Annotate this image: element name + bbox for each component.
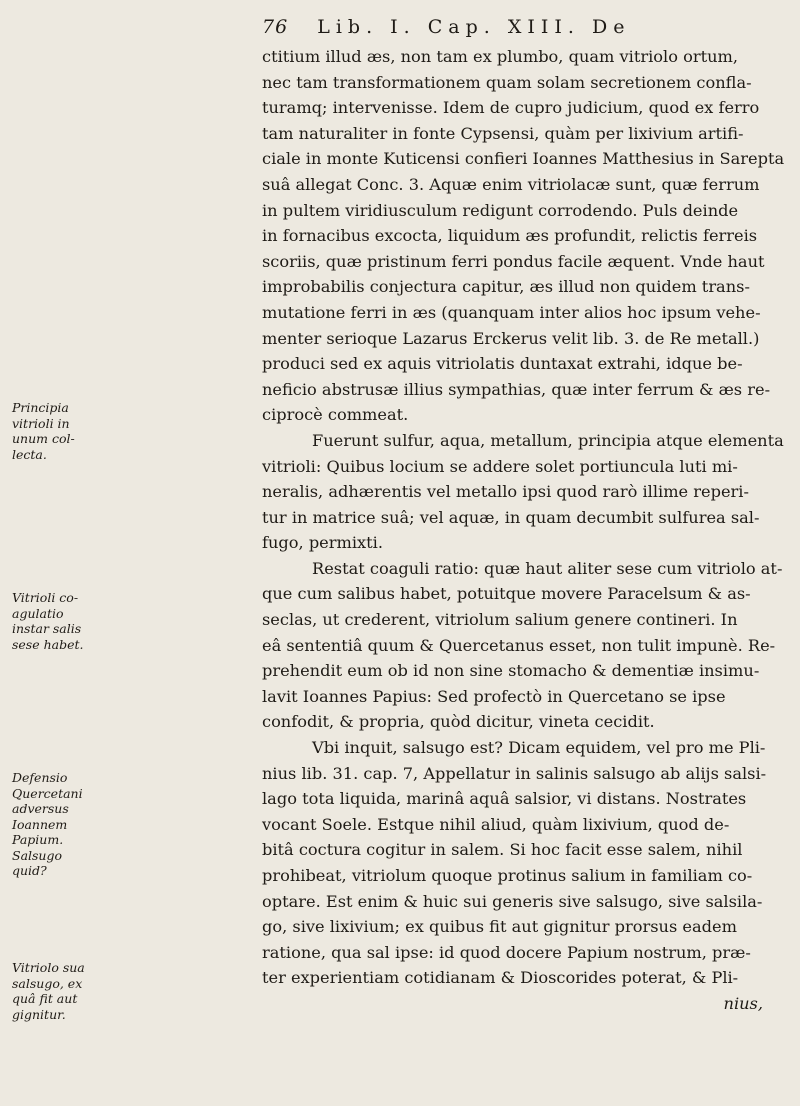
text-line: improbabilis conjectura capitur, æs illud non quidem trans- (262, 277, 750, 297)
text-line: lavit Ioannes Papius: Sed profectò in Quercetano se ipse (262, 686, 726, 706)
text-line: optare. Est enim & huic sui generis sive salsugo, sive salsila- (262, 891, 763, 911)
text-line: seclas, ut crederent, vitriolum salium genere contineri. In (262, 610, 738, 630)
marginal-note-line: Salsugo (12, 847, 63, 863)
marginal-note-line: unum col- (12, 431, 75, 446)
marginal-note-line: vitrioli in (12, 415, 70, 431)
text-line: lago tota liquida, marinâ aquâ salsior, vi distans. Nostrates (262, 789, 747, 809)
marginal-note-line: Papium. (12, 832, 64, 847)
paragraph-start-line: Restat coaguli ratio: quæ haut aliter sese cum vitriolo at- (312, 558, 783, 578)
text-line: nius lib. 31. cap. 7, Appellatur in salinis salsugo ab alijs salsi- (262, 763, 767, 783)
text-line: tur in matrice suâ; vel aquæ, in quam decumbit sulfurea sal- (262, 507, 760, 527)
text-line: bitâ coctura cogitur in salem. Si hoc facit esse salem, nihil (262, 840, 743, 860)
text-line: ter experientiam cotidianam & Dioscorides poterat, & Pli- (262, 968, 739, 988)
page-header (262, 16, 782, 42)
paragraph-start-line: Vbi inquit, salsugo est? Dicam equidem, vel pro me Pli- (312, 738, 766, 758)
text-line: in pultem viridiusculum redigunt corrodendo. Puls deinde (262, 200, 739, 220)
text-line: confodit, & propria, quòd dicitur, vineta cecidit. (262, 712, 655, 732)
paragraph-start-line: Fuerunt sulfur, aqua, metallum, principia atque elementa (312, 430, 784, 450)
text-line: ctitium illud æs, non tam ex plumbo, quam vitriolo ortum, (262, 47, 738, 66)
marginal-note-line: Ioannem (12, 816, 68, 832)
text-line: neficio abstrusæ illius sympathias, quæ inter ferrum & æs re- (262, 379, 771, 399)
text-line: go, sive lixivium; ex quibus fit aut gignitur prorsus eadem (262, 917, 737, 937)
text-line: nec tam transformationem quam solam secretionem confla- (262, 72, 752, 92)
marginal-note-line: sese habet. (12, 636, 84, 652)
main-text-block (262, 44, 787, 1017)
marginal-note-principia (12, 400, 88, 462)
marginal-note-line: Vitriolo sua (12, 960, 85, 975)
marginal-note-salsugo (12, 960, 88, 1022)
text-line: ratione, qua sal ipse: id quod docere Papium nostrum, præ- (262, 942, 751, 962)
text-line: suâ allegat Conc. 3. Aquæ enim vitriolacæ sunt, quæ ferrum (262, 174, 760, 194)
text-line: mutatione ferri in æs (quanquam inter alios hoc ipsum vehe- (262, 302, 761, 322)
marginal-note-line: quid? (12, 863, 47, 878)
marginal-note-line: Defensio (12, 770, 68, 785)
marginal-note-line: adversus (12, 801, 69, 816)
text-line: scoriis, quæ pristinum ferri pondus facile æquent. Vnde haut (262, 251, 765, 271)
running-title: Lib. I. Cap. XIII. De (317, 16, 631, 38)
marginal-note-coagulatio (12, 590, 88, 652)
text-line: in fornacibus excocta, liquidum æs profundit, relictis ferreis (262, 226, 758, 246)
text-line: vitrioli: Quibus locium se addere solet portiuncula luti mi- (262, 456, 738, 476)
marginal-note-line: Principia (12, 400, 69, 415)
text-line: tam naturaliter in fonte Cypsensi, quàm per lixivium artifi- (262, 123, 744, 143)
text-line: vocant Soele. Estque nihil aliud, quàm lixivium, quod de- (262, 814, 730, 834)
text-line: prohibeat, vitriolum quoque protinus salium in familiam co- (262, 866, 753, 885)
marginal-note-defensio (12, 770, 88, 879)
text-line: neralis, adhærentis vel metallo ipsi quod rarò illime reperi- (262, 482, 749, 502)
catchword: nius, (723, 993, 763, 1013)
page-number: 76 (262, 16, 289, 38)
marginal-note-line: agulatio (12, 605, 64, 621)
marginal-note-line: quâ fit aut (12, 991, 78, 1006)
marginal-note-line: Vitrioli co- (12, 590, 79, 605)
marginal-note-line: lecta. (12, 446, 47, 462)
text-line: menter serioque Lazarus Erckerus velit lib. 3. de Re metall.) (262, 328, 760, 348)
text-line: ciprocè commeat. (262, 405, 409, 425)
text-line: produci sed ex aquis vitriolatis duntaxat extrahi, idque be- (262, 354, 743, 374)
text-line: eâ sententiâ quum & Quercetanus esset, non tulit impunè. Re- (262, 635, 776, 655)
text-line: fugo, permixti. (262, 533, 383, 553)
marginal-note-line: gignitur. (12, 1006, 66, 1022)
text-line: turamq; intervenisse. Idem de cupro judicium, quod ex ferro (262, 98, 760, 118)
marginal-note-line: instar salis (12, 621, 82, 636)
text-line: prehendit eum ob id non sine stomacho & dementiæ insimu- (262, 661, 760, 681)
text-line: ciale in monte Kuticensi confieri Ioannes Matthesius in Sarepta (262, 149, 785, 169)
marginal-note-line: Quercetani (12, 785, 83, 801)
marginal-note-line: salsugo, ex (12, 975, 83, 991)
text-line: que cum salibus habet, potuitque movere Paracelsum & as- (262, 584, 751, 604)
